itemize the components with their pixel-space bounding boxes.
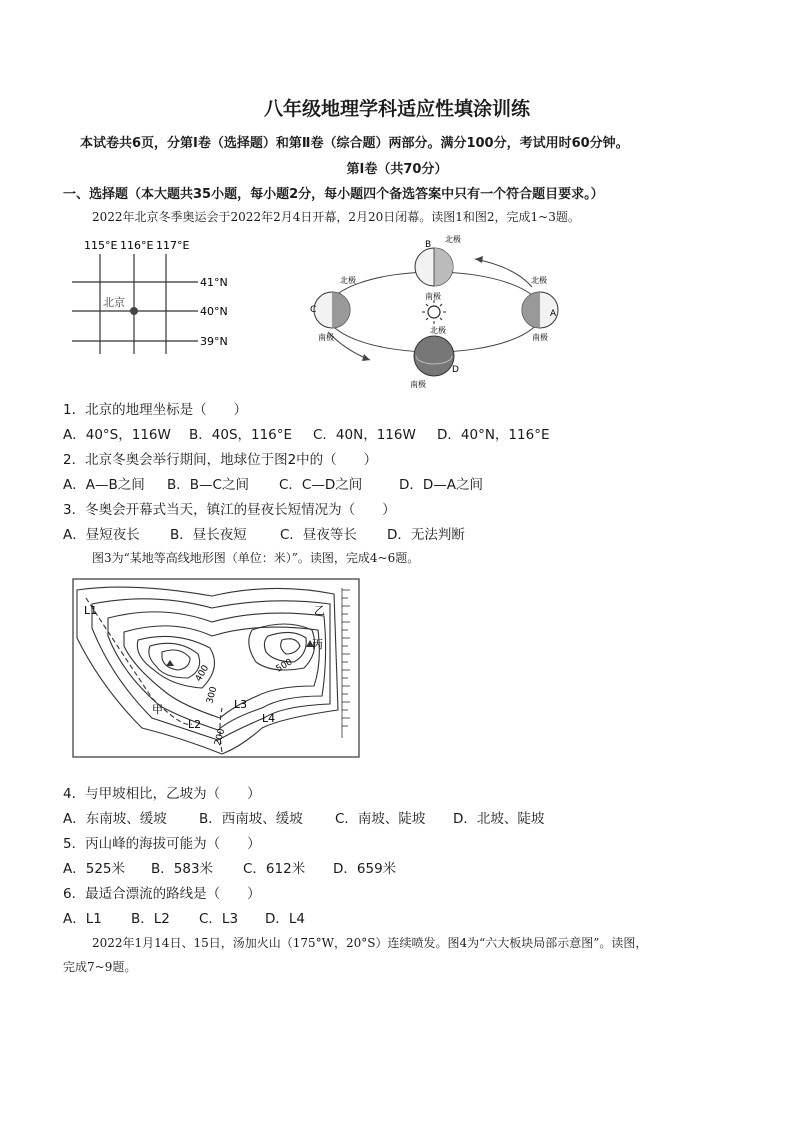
lon-label-117: 117°E	[156, 239, 190, 252]
q4-option-a[interactable]: A．东南坡、缓坡	[63, 811, 167, 827]
lat-label-41: 41°N	[200, 276, 228, 289]
label-b-south: 南极	[425, 292, 441, 301]
question-2-options	[63, 473, 483, 493]
question-4: 4．与甲坡相比，乙坡为（ ）	[63, 786, 261, 802]
q5-option-a[interactable]: A．525米	[63, 861, 126, 877]
figure-2-orbit	[300, 232, 570, 390]
question-3-options	[63, 523, 465, 543]
q6-option-b[interactable]: B．L2	[131, 911, 170, 927]
intro-text-3: 2022年1月14日、15日，汤加火山（175°W，20°S）连续喷发。图4为“六大板块局部示意图”。读图，	[92, 936, 648, 950]
q1-option-c[interactable]: C．40N，116W	[313, 427, 416, 443]
lat-label-39: 39°N	[200, 335, 228, 348]
q6-option-a[interactable]: A．L1	[63, 911, 102, 927]
earth-position-c	[314, 292, 350, 328]
q2-option-a[interactable]: A．A—B之间	[63, 477, 145, 493]
q3-option-b[interactable]: B．昼长夜短	[170, 527, 247, 543]
label-b-north: 北极	[445, 235, 461, 244]
intro-text-1: 2022年北京冬季奥运会于2022年2月4日开幕，2月20日闭幕。读图1和图2，完成1~3题。	[92, 210, 580, 224]
q5-option-b[interactable]: B．583米	[151, 861, 214, 877]
beijing-dot	[130, 307, 138, 315]
question-1: 1．北京的地理坐标是（ ）	[63, 402, 248, 418]
question-6: 6．最适合漂流的路线是（ ）	[63, 886, 261, 902]
earth-position-d	[414, 336, 454, 376]
figure-3-contour-map	[72, 578, 362, 760]
lat-label-40: 40°N	[200, 305, 228, 318]
question-4-options	[63, 807, 544, 827]
q1-option-a[interactable]: A．40°S，116W	[63, 427, 171, 443]
earth-position-b	[415, 248, 453, 286]
q4-option-c[interactable]: C．南坡、陡坡	[335, 811, 426, 827]
q3-option-d[interactable]: D．无法判断	[387, 527, 465, 543]
section-heading: 一、选择题（本大题共35小题，每小题2分，每小题四个备选答案中只有一个符合题目要求。）	[63, 187, 604, 202]
label-d-south: 南极	[410, 380, 426, 389]
label-c-south: 南极	[318, 333, 334, 342]
q1-option-d[interactable]: D．40°N，116°E	[437, 427, 550, 443]
label-l4: L4	[262, 712, 276, 725]
label-d-north: 北极	[430, 326, 446, 335]
question-1-options	[63, 423, 549, 443]
question-5-options	[63, 857, 396, 877]
intro-text-3-cont: 完成7~9题。	[63, 960, 137, 974]
label-a: A	[550, 309, 557, 319]
q4-option-d[interactable]: D．北坡、陡坡	[453, 811, 545, 827]
label-yi: 乙	[314, 604, 325, 617]
part-heading: 第Ⅰ卷（共70分）	[346, 162, 448, 177]
contour-label-500: 500	[274, 657, 295, 675]
question-5: 5．丙山峰的海拔可能为（ ）	[63, 836, 261, 852]
contour-label-400: 400	[193, 663, 212, 684]
label-bing: 丙	[312, 638, 323, 651]
q3-option-a[interactable]: A．昼短夜长	[63, 527, 140, 543]
label-c: C	[310, 305, 317, 315]
question-2: 2．北京冬奥会举行期间，地球位于图2中的（ ）	[63, 452, 378, 468]
beijing-label: 北京	[103, 296, 125, 309]
contour-label-200: 200	[213, 727, 228, 747]
label-l3: L3	[234, 698, 248, 711]
lon-label-115: 115°E	[84, 239, 118, 252]
lon-label-116: 116°E	[120, 239, 154, 252]
label-b: B	[425, 240, 432, 250]
exam-title: 八年级地理学科适应性填涂训练	[263, 98, 530, 120]
label-jia: 甲	[152, 703, 163, 716]
label-a-north: 北极	[531, 276, 547, 285]
figure-1-grid	[68, 236, 238, 356]
label-a-south: 南极	[532, 333, 548, 342]
exam-instructions: 本试卷共6页，分第Ⅰ卷（选择题）和第Ⅱ卷（综合题）两部分。满分100分，考试用时60分钟。	[80, 136, 629, 151]
label-l2: L2	[188, 718, 202, 731]
q3-option-c[interactable]: C．昼夜等长	[280, 527, 357, 543]
q2-option-d[interactable]: D．D—A之间	[399, 477, 484, 493]
q2-option-c[interactable]: C．C—D之间	[279, 477, 363, 493]
q5-option-d[interactable]: D．659米	[333, 861, 397, 877]
question-3: 3．冬奥会开幕式当天，镇江的昼夜长短情况为（ ）	[63, 502, 396, 518]
intro-text-2: 图3为“某地等高线地形图（单位：米）”。读图，完成4~6题。	[92, 551, 420, 565]
question-6-options	[63, 907, 305, 927]
q6-option-d[interactable]: D．L4	[265, 911, 306, 927]
label-c-north: 北极	[340, 276, 356, 285]
q2-option-b[interactable]: B．B—C之间	[167, 477, 249, 493]
label-l1: L1	[84, 604, 98, 617]
label-d: D	[452, 365, 459, 375]
q5-option-c[interactable]: C．612米	[243, 861, 306, 877]
sun-icon	[422, 300, 446, 324]
contour-label-300: 300	[205, 685, 220, 705]
q4-option-b[interactable]: B．西南坡、缓坡	[199, 811, 303, 827]
q6-option-c[interactable]: C．L3	[199, 911, 239, 927]
q1-option-b[interactable]: B．40S，116°E	[189, 427, 293, 443]
